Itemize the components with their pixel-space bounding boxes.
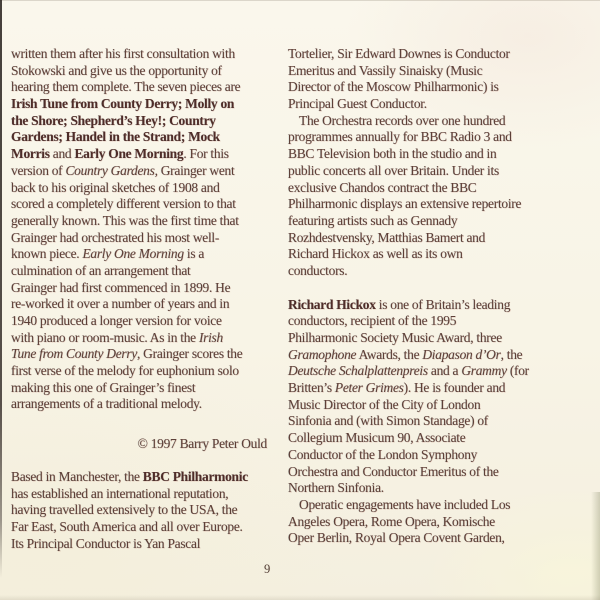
paragraph-bbc-philharmonic	[11, 469, 267, 552]
text-line: Irish Tune from County Derry; Molly on	[11, 96, 235, 112]
paragraph-richard-hickox	[288, 297, 558, 497]
text-line: conductors, recipient of the 1995	[288, 313, 457, 329]
text-line: Tortelier, Sir Edward Downes is Conductor	[288, 46, 510, 61]
text-line: Deutsche Schalplattenpreis and a Grammy (for	[288, 363, 529, 379]
scan-edge-left	[0, 0, 2, 578]
text-line: Conductor of the London Symphony	[288, 446, 478, 462]
text-line: with piano or room-music. As in the Irish	[11, 329, 223, 345]
text-line: exclusive Chandos contract the BBC	[288, 179, 477, 195]
text-line: having travelled extensively to the USA, the	[11, 502, 238, 518]
text-line: scored a completely different version to that	[11, 196, 236, 212]
text-line: programmes annually for BBC Radio 3 and	[288, 129, 512, 145]
text-line: Based in Manchester, the BBC Philharmonic	[11, 468, 248, 484]
text-line: Grainger had first commenced in 1899. He	[11, 279, 231, 295]
text-line: Richard Hickox as well as its own	[288, 246, 463, 262]
text-line: written them after his first consultation with	[11, 46, 235, 61]
text-line: Far East, South America and all over Europe.	[11, 518, 243, 534]
text-line: making this one of Grainger’s finest	[11, 379, 196, 395]
text-line: back to his original sketches of 1908 and	[11, 179, 220, 195]
text-line: 1940 produced a longer version for voice	[11, 313, 222, 328]
text-line: Northern Sinfonia.	[288, 480, 384, 496]
text-line: featuring artists such as Gennady	[288, 212, 458, 228]
text-line: Gardens; Handel in the Strand; Mock	[11, 129, 220, 145]
text-line: Morris and Early One Morning. For this	[11, 146, 229, 162]
text-line: Collegium Musicum 90, Associate	[288, 430, 466, 446]
left-column	[11, 46, 267, 552]
text-line: Orchestra and Conductor Emeritus of the	[288, 463, 499, 479]
text-line: Principal Guest Conductor.	[288, 96, 427, 112]
text-line: Sinfonia and (with Simon Standage) of	[288, 413, 488, 429]
text-line: generally known. This was the first time that	[11, 212, 239, 228]
text-line: Philharmonic Society Music Award, three	[288, 330, 502, 345]
text-line: Gramophone Awards, the Diapason d’Or, the	[288, 346, 523, 362]
text-line: © 1997 Barry Peter Ould	[137, 436, 267, 452]
text-line: hearing them complete. The seven pieces are	[11, 79, 241, 95]
text-line: first verse of the melody for euphonium solo	[11, 363, 239, 379]
page-number: 9	[264, 562, 271, 576]
text-line: BBC Television both in the studio and in	[288, 146, 497, 162]
copyright-credit	[11, 436, 267, 453]
scan-edge-right-tint	[591, 492, 600, 600]
text-line: has established an international reputation,	[11, 485, 229, 501]
text-line: conductors.	[288, 262, 348, 278]
paragraph-operatic-engagements	[288, 497, 558, 547]
text-line: Director of the Moscow Philharmonic) is	[288, 79, 499, 95]
text-line: Its Principal Conductor is Yan Pascal	[11, 535, 201, 551]
text-line: version of Country Gardens, Grainger went	[11, 162, 235, 178]
text-line: arrangements of a traditional melody.	[11, 396, 202, 412]
text-line: re-worked it over a number of years and in	[11, 296, 230, 312]
text-line: the Shore; Shepherd’s Hey!; Country	[11, 112, 216, 128]
text-line: Music Director of the City of London	[288, 396, 481, 412]
scan-edge-top	[0, 0, 600, 1]
text-line: Philharmonic displays an extensive repertoire	[288, 196, 522, 212]
text-line: known piece. Early One Morning is a	[11, 246, 205, 262]
text-line: Oper Berlin, Royal Opera Covent Garden,	[288, 530, 505, 546]
text-line: Britten’s Peter Grimes). He is founder and	[288, 380, 506, 396]
text-line: Rozhdestvensky, Matthias Bamert and	[288, 229, 486, 245]
text-line: The Orchestra records over one hundred	[299, 112, 506, 128]
text-line: Emeritus and Vassily Sinaisky (Music	[288, 62, 483, 78]
scan-edge-bottom	[0, 595, 600, 600]
text-line: Richard Hickox is one of Britain’s leading	[288, 296, 511, 312]
right-column	[288, 46, 558, 547]
text-line: Angeles Opera, Rome Opera, Komische	[288, 513, 495, 529]
text-line: Tune from County Derry, Grainger scores the	[11, 346, 243, 362]
text-line: Grainger had orchestrated his most well-	[11, 229, 220, 245]
text-line: Operatic engagements have included Los	[299, 496, 511, 512]
text-line: Stokowski and give us the opportunity of	[11, 62, 222, 78]
paragraph-conductors	[288, 46, 558, 113]
paragraph-grainger-pieces	[11, 46, 267, 413]
text-line: culmination of an arrangement that	[11, 262, 191, 278]
paragraph-orchestra-records	[288, 113, 558, 280]
text-line: public concerts all over Britain. Under its	[288, 162, 499, 178]
